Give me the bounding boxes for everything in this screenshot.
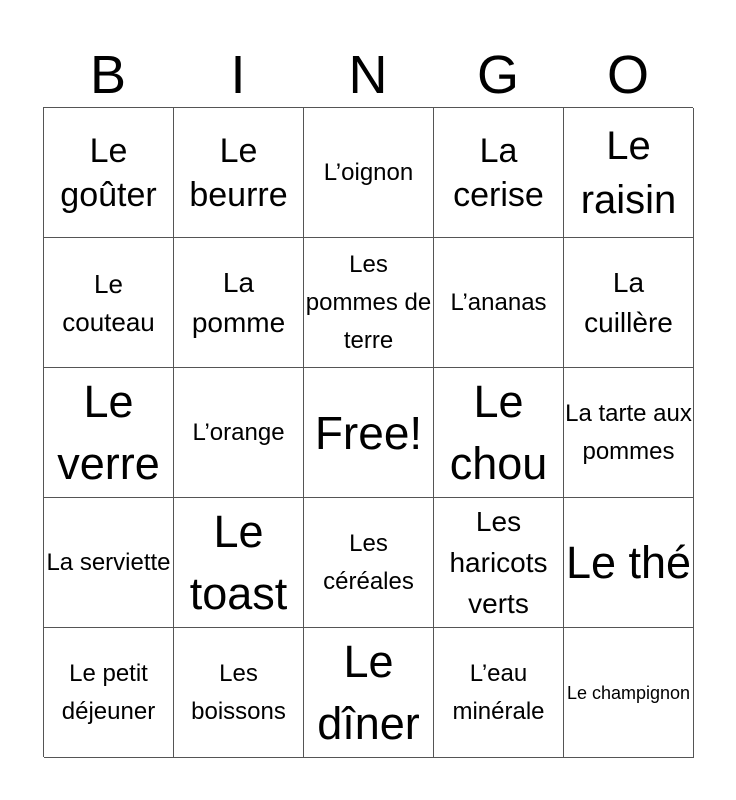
bingo-cell <box>174 498 304 628</box>
free-space-text: Free! <box>314 406 423 459</box>
bingo-cell <box>44 628 174 758</box>
bingo-cell <box>174 368 304 498</box>
header-letter-n: N <box>348 45 388 105</box>
bingo-cell <box>564 628 694 758</box>
bingo-cell <box>304 628 434 758</box>
bingo-cell <box>564 108 694 238</box>
cell-text: La serviette <box>46 548 171 576</box>
cell-text: Les haricots verts <box>449 506 548 619</box>
bingo-cell <box>174 628 304 758</box>
bingo-cell <box>44 238 174 368</box>
cell-text: L’orange <box>192 418 285 446</box>
bingo-cell <box>304 238 434 368</box>
header-letter-i: I <box>230 45 246 105</box>
bingo-cell <box>564 238 694 368</box>
bingo-cell <box>44 368 174 498</box>
cell-text: Les boissons <box>191 659 286 725</box>
cell-text: Le dîner <box>317 635 420 749</box>
bingo-cell <box>174 238 304 368</box>
cell-text: Le raisin <box>580 123 677 222</box>
cell-text: La tarte aux pommes <box>565 399 692 465</box>
bingo-cell <box>44 108 174 238</box>
bingo-cell <box>434 238 564 368</box>
bingo-cell <box>434 108 564 238</box>
bingo-cell <box>174 108 304 238</box>
cell-text: L’oignon <box>323 158 414 186</box>
bingo-cell <box>434 498 564 628</box>
cell-text: La cerise <box>453 131 544 214</box>
bingo-cell <box>434 628 564 758</box>
bingo-cell <box>434 368 564 498</box>
header-letter-g: G <box>476 45 519 105</box>
cell-text: L’eau minérale <box>452 659 545 725</box>
cell-text: Le toast <box>189 505 288 619</box>
cell-text: L’ananas <box>450 288 547 316</box>
cell-text: Les céréales <box>323 529 414 595</box>
cell-text: Le chou <box>449 375 548 489</box>
cell-text: La cuillère <box>584 266 673 338</box>
cell-text: La pomme <box>191 266 286 338</box>
cell-text: Le champignon <box>566 682 691 703</box>
bingo-cell <box>564 498 694 628</box>
bingo-cell <box>564 368 694 498</box>
header-letter-o: O <box>606 45 649 105</box>
bingo-cell-free <box>304 368 434 498</box>
bingo-cell <box>44 498 174 628</box>
cell-text: Le verre <box>57 375 160 489</box>
cell-text: Le petit déjeuner <box>61 659 156 725</box>
bingo-cell <box>304 498 434 628</box>
bingo-header <box>43 42 693 108</box>
bingo-grid <box>43 107 693 757</box>
cell-text: Le goûter <box>60 131 157 214</box>
cell-text: Le thé <box>565 536 692 588</box>
cell-text: Le beurre <box>189 131 288 214</box>
header-letter-b: B <box>89 45 127 105</box>
cell-text: Les pommes de terre <box>305 250 432 354</box>
cell-text: Le couteau <box>62 268 155 337</box>
bingo-cell <box>304 108 434 238</box>
